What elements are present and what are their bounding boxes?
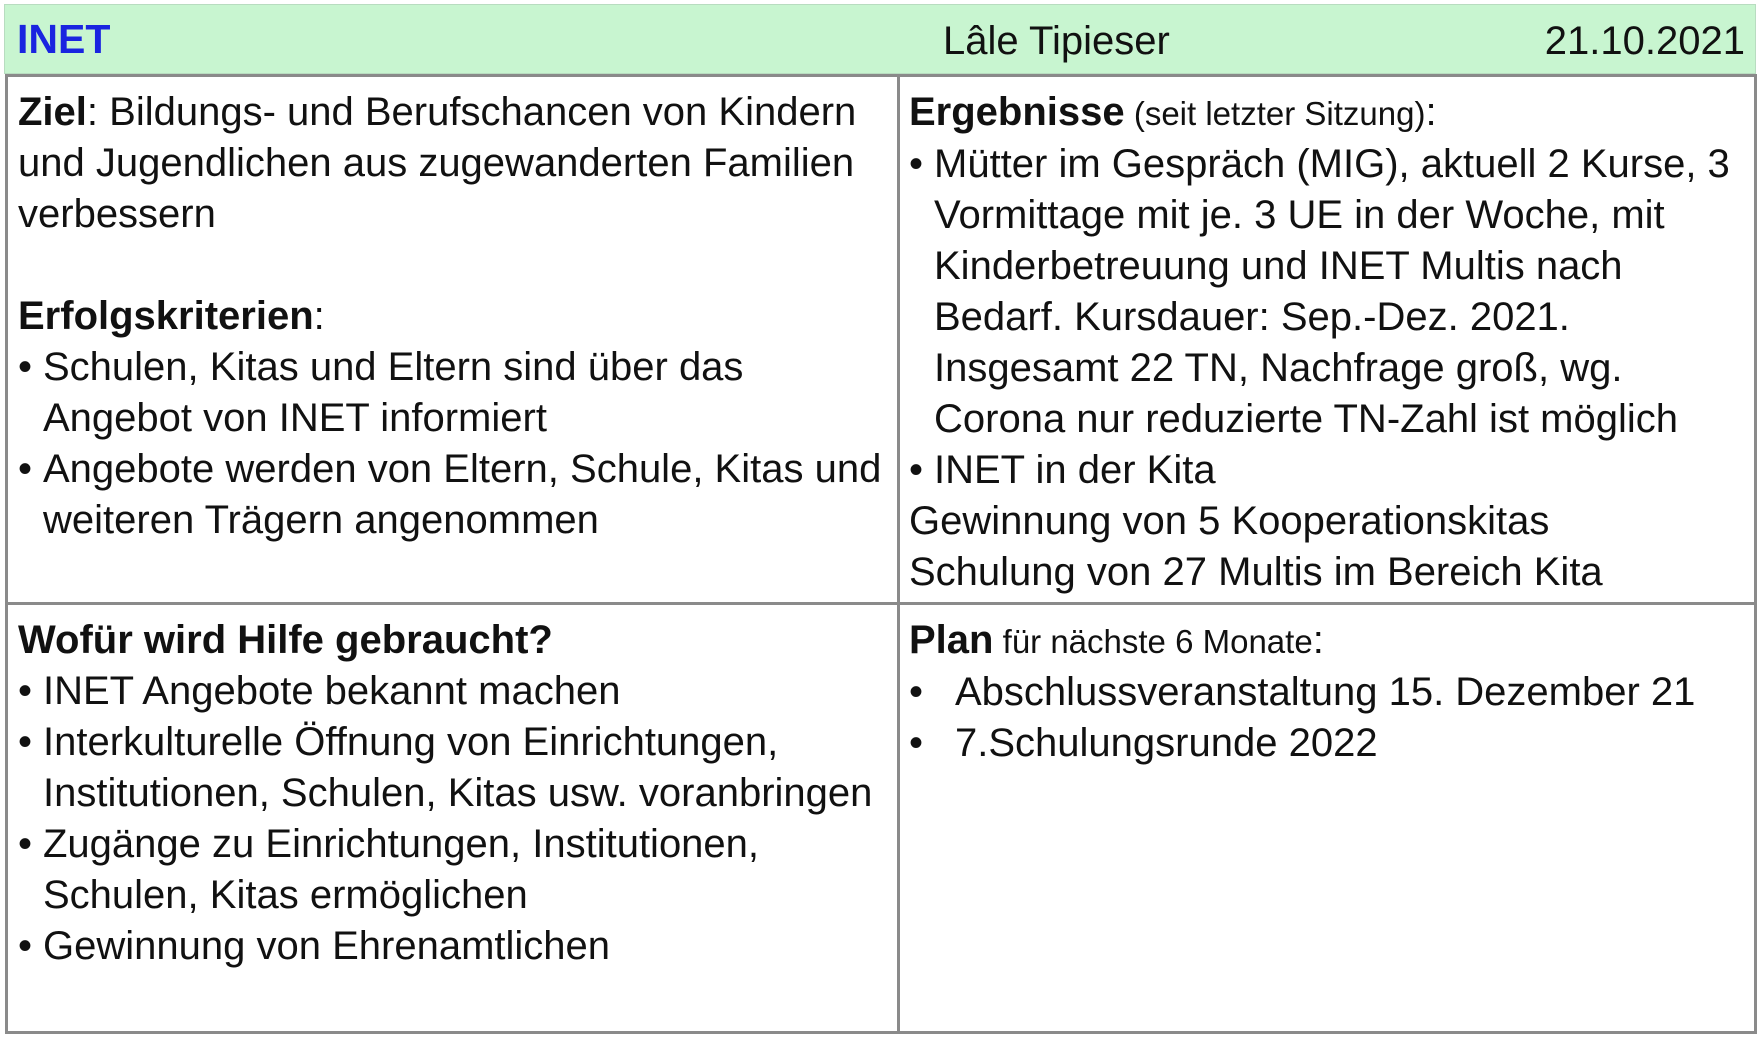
help-item-text: Interkulturelle Öffnung von Einrichtungen, Institutionen, Schulen, Kitas usw. voranbringen xyxy=(43,720,873,815)
help-item xyxy=(18,717,892,819)
bullet-icon: • xyxy=(18,720,33,764)
plan-item-text: 7.Schulungsrunde 2022 xyxy=(955,721,1378,765)
bullet-icon: • xyxy=(18,924,33,968)
plan-item xyxy=(909,718,1755,769)
criteria-suffix: : xyxy=(313,294,325,338)
header-title: INET xyxy=(17,16,111,62)
results-item-text: INET in der Kita xyxy=(934,448,1216,492)
plan-heading xyxy=(909,615,1755,667)
plan-label: Plan xyxy=(909,618,994,662)
vertical-divider xyxy=(897,77,900,1031)
results-item xyxy=(909,445,1755,496)
results-item-text: Mütter im Gespräch (MIG), aktuell 2 Kurse, 3 Vormittage mit je. 3 UE in der Woche, mit Kinderbetreuung und INET Multis nach Bedarf. Kursdauer: Sep.-Dez. 2021. Insgesamt 22 TN, Nachfrage groß, wg. Corona nur reduzierte TN-Zahl ist möglich xyxy=(934,142,1730,441)
help-item-text: Zugänge zu Einrichtungen, Institutionen, Schulen, Kitas ermöglichen xyxy=(43,822,760,917)
criteria-label: Erfolgskriterien xyxy=(18,294,314,338)
plan-note: für nächste 6 Monate xyxy=(993,623,1313,660)
plan-suffix: : xyxy=(1312,618,1324,662)
bullet-icon: • xyxy=(18,669,33,713)
bullet-icon: • xyxy=(18,447,33,491)
results-label: Ergebnisse xyxy=(909,90,1125,134)
bullet-icon: • xyxy=(909,142,924,186)
results-suffix: : xyxy=(1425,90,1437,134)
goal-text: : Bildungs- und Berufschancen von Kindern und Jugendlichen aus zugewanderten Familien verbessern xyxy=(18,90,857,236)
criteria-heading xyxy=(18,291,892,342)
goal-paragraph xyxy=(18,87,892,240)
header-bar xyxy=(4,4,1756,74)
bullet-icon: • xyxy=(909,448,924,492)
help-item xyxy=(18,819,892,921)
help-item xyxy=(18,666,892,717)
horizontal-divider xyxy=(8,602,1754,605)
bullet-icon: • xyxy=(909,670,924,714)
plan-item-text: Abschlussveranstaltung 15. Dezember 21 xyxy=(955,670,1696,714)
help-heading: Wofür wird Hilfe gebraucht? xyxy=(18,618,553,662)
results-line: Gewinnung von 5 Kooperationskitas xyxy=(909,499,1550,543)
criteria-item-text: Schulen, Kitas und Eltern sind über das Angebot von INET informiert xyxy=(43,345,744,440)
header-person-name: Lâle Tipieser xyxy=(943,19,1170,63)
goal-cell xyxy=(18,87,892,546)
results-item xyxy=(909,139,1755,445)
criteria-item xyxy=(18,342,892,444)
content-grid xyxy=(5,74,1757,1034)
results-heading xyxy=(909,87,1755,139)
plan-cell xyxy=(909,615,1755,769)
bullet-icon: • xyxy=(18,822,33,866)
plan-item xyxy=(909,667,1755,718)
results-cell xyxy=(909,87,1755,598)
header-date: 21.10.2021 xyxy=(1544,19,1745,63)
results-line: Schulung von 27 Multis im Bereich Kita xyxy=(909,550,1603,594)
goal-label: Ziel xyxy=(18,90,87,134)
help-item-text: INET Angebote bekannt machen xyxy=(43,669,621,713)
bullet-icon: • xyxy=(909,721,924,765)
help-item-text: Gewinnung von Ehrenamtlichen xyxy=(43,924,611,968)
criteria-item xyxy=(18,444,892,546)
criteria-item-text: Angebote werden von Eltern, Schule, Kitas und weiteren Trägern angenommen xyxy=(43,447,882,542)
results-note: (seit letzter Sitzung) xyxy=(1124,95,1426,132)
bullet-icon: • xyxy=(18,345,33,389)
help-item xyxy=(18,921,892,972)
help-cell xyxy=(18,615,892,972)
